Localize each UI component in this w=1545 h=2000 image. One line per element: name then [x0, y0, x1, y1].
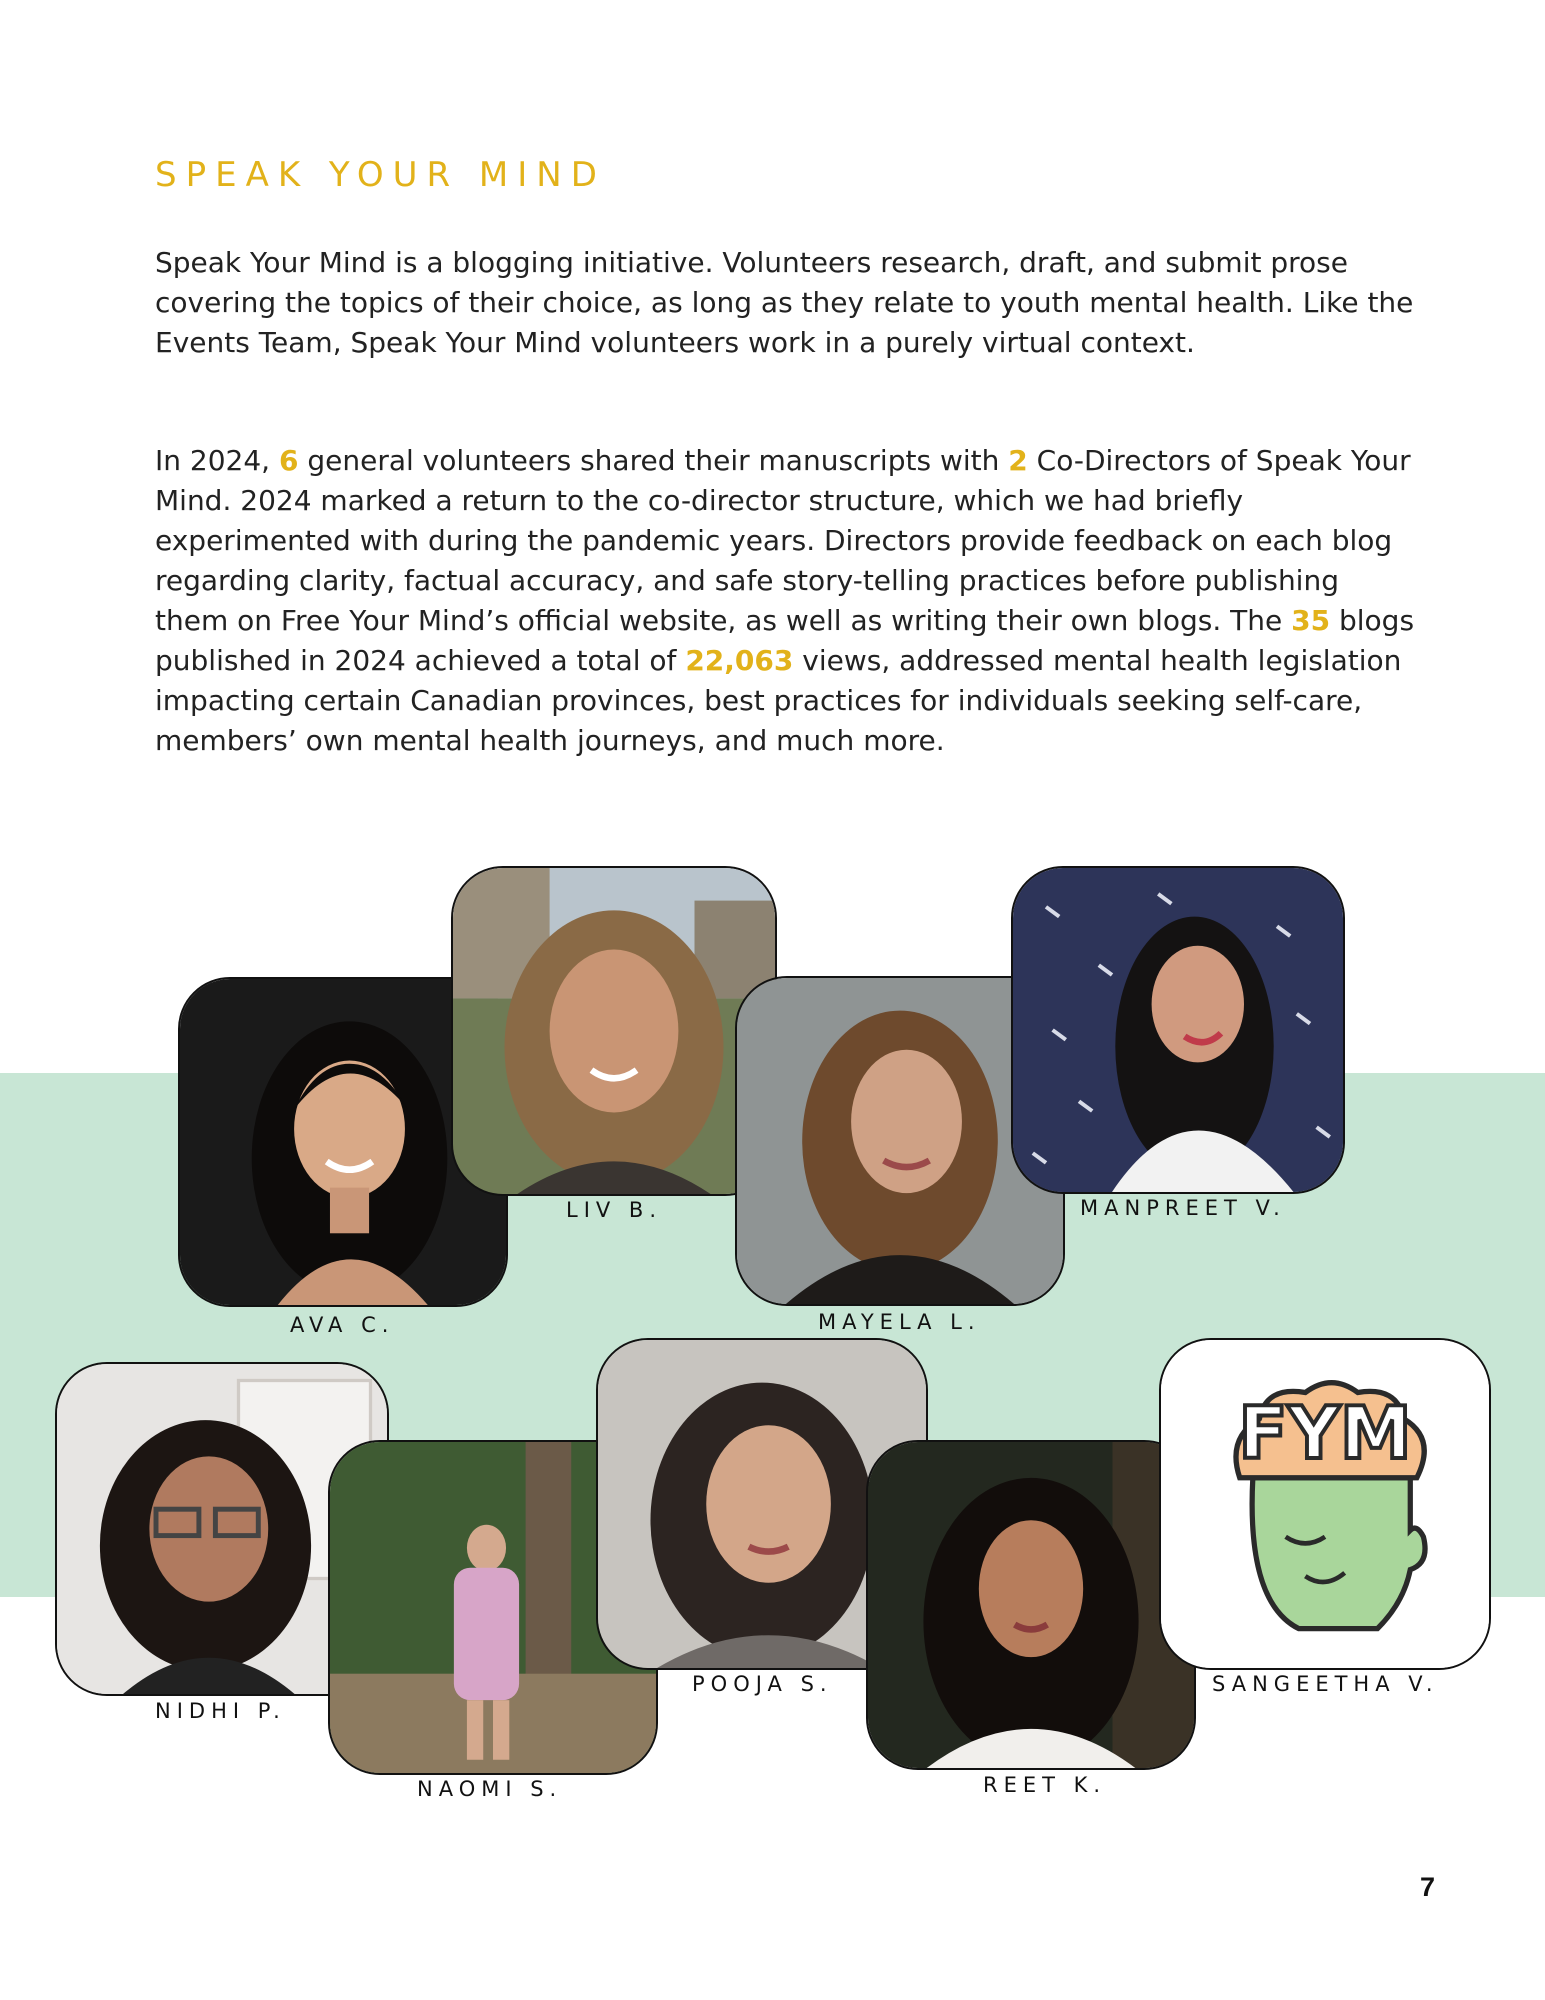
director-count: 2	[1008, 444, 1028, 477]
section-title: SPEAK YOUR MIND	[155, 155, 606, 195]
member-name: POOJA S.	[692, 1672, 833, 1696]
view-count: 22,063	[685, 644, 794, 677]
member-photo-sangeetha	[1159, 1338, 1491, 1670]
volunteer-count: 6	[278, 444, 299, 477]
member-name: MAYELA L.	[818, 1310, 981, 1334]
intro-paragraph: Speak Your Mind is a blogging initiative. Volunteers research, draft, and submit prose covering the topics of their choice, as long as they relate to youth mental health. Like the Events Team, Speak Your Mind volunteers work in a purely virtual context.	[155, 246, 1414, 359]
member-name: AVA C.	[290, 1313, 395, 1337]
member-name: SANGEETHA V.	[1212, 1672, 1439, 1696]
member-photo-liv	[451, 866, 777, 1196]
member-photo-manpreet	[1011, 866, 1345, 1194]
member-name: MANPREET V.	[1080, 1196, 1286, 1220]
summary-paragraph	[155, 441, 1415, 761]
summary-text: views, addressed mental health legislation impacting certain Canadian provinces, best practices for individuals seeking self-care, members’ own mental health journeys, and much more.	[155, 644, 1402, 757]
summary-text: Co-Directors of Speak Your Mind. 2024 marked a return to the co-director structure, which we had briefly experimented with during the pandemic years. Directors provide feedback on each blog regarding clarity, factual accuracy, and safe story-telling practices before publishing them on Free Your Mind’s official website, as well as writing their own blogs. The	[155, 444, 1411, 637]
summary-text: In 2024,	[155, 444, 279, 477]
summary-text: general volunteers shared their manuscripts with	[298, 444, 1009, 477]
member-name: NIDHI P.	[155, 1699, 286, 1723]
summary-text: blogs published in 2024 achieved a total of	[155, 604, 1415, 677]
member-name: NAOMI S.	[417, 1777, 563, 1801]
member-photo-reet	[866, 1440, 1196, 1770]
member-name: LIV B.	[566, 1198, 663, 1222]
fym-logo-icon	[1161, 1340, 1489, 1668]
logo-text: FYM	[1238, 1392, 1412, 1477]
member-name: REET K.	[983, 1773, 1107, 1797]
page-number: 7	[1420, 1872, 1436, 1902]
blog-count: 35	[1291, 604, 1331, 637]
